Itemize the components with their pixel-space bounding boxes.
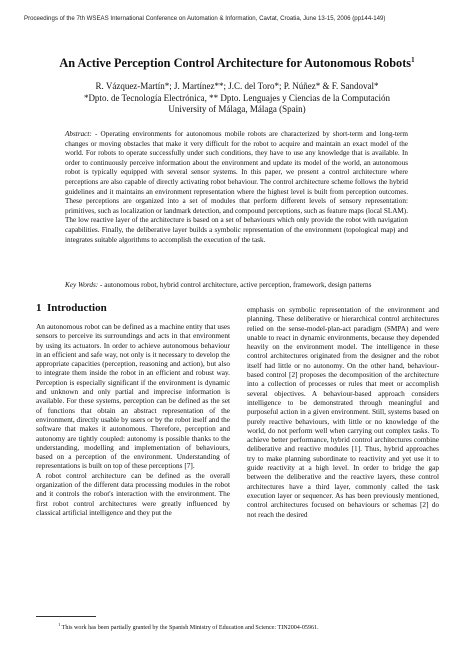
abstract-text: - Operating environments for autonomous mobile robots are characterized by short-term and long-term changes or moving obstacles that make it very difficult for the robot to acquire and maintain an exact model of the world. For robots to operate successfully under such conditions, they have to use any knowledge that is available. In order to continuously perceive information about the environment and update its model of the world, an autonomous robot is typically equipped with several sensor systems. In this paper, we present a control architecture where perceptions are also capable of directly activating robot behaviour. The control architecture scheme follows the hybrid guidelines and it maintains an environment representation where the highest level is built from perception outcomes. These perceptions are organized into a set of modules that perform different levels of sensory representation: primitives, such as localization or landmark detection, and compound perceptions, such as feature maps (local SLAM). The low reactive layer of the architecture is based on a set of behaviours which only provide the robot with navigation capabilities. Finally, the deliberative layer builds a symbolic representation of the environment (topological map) and integrates suitable algorithms to accomplish the execution of the task. <box>65 130 408 244</box>
keywords-text: - autonomous robot, hybrid control architecture, active perception, framework, design patterns <box>98 281 372 289</box>
abstract <box>65 130 408 245</box>
author-institution: University of Málaga, Málaga (Spain) <box>168 104 306 114</box>
footnote <box>58 621 398 632</box>
title-footnote-mark: 1 <box>411 56 415 64</box>
section-number: 1 <box>36 302 42 314</box>
section-title-text: Introduction <box>47 302 107 314</box>
body-paragraph: A robot control architecture can be defined as the overall organization of the different data processing modules in the robot and it controls the robot's interaction with the environment. The first robot control architectures were greatly influenced by classical artificial intelligence and they put the <box>36 470 230 517</box>
author-names: R. Vázquez-Martín*; J. Martínez**; J.C. del Toro*; P. Núñez* & F. Sandoval* <box>95 81 379 91</box>
section-heading <box>36 302 107 314</box>
footnote-mark: 1 <box>58 622 61 627</box>
footnote-divider <box>36 616 96 617</box>
left-column <box>36 322 230 517</box>
footnote-text: This work has been partially granted by the Spanish Ministry of Education and Science: TIN2004-05961. <box>60 625 319 632</box>
right-column <box>247 305 439 519</box>
keywords <box>65 281 408 291</box>
keywords-label: Key Words: <box>65 281 99 289</box>
body-paragraph: An autonomous robot can be defined as a machine entity that uses sensors to perceive its surroundings and acts in that environment by using its actuators. In order to achieve autonomous behaviour in an efficient and safe way, not only is it necessary to develop the appropriate capacities (perception, reasoning and action), but also to integrate them inside the robot in an efficient and robust way. Perception is especially significant if the environment is dynamic and unknown and only partial and imprecise information is available. For these systems, perception can be defined as the set of functions that obtain an abstract representation of the environment, directly usable by users or by the robot itself and the software that makes it autonomous. Therefore, perception and autonomy are tightly coupled: autonomy is possible thanks to the understanding, modelling and implementation of behaviours, based on a perception of the environment. Understanding of representations is built on top of these perceptions [7]. <box>36 322 230 471</box>
proceedings-header: Proceedings of the 7th WSEAS International Conference on Automation & Information, Cavtat, Croatia, June 13-15, 2006 (pp144-149) <box>24 15 386 22</box>
author-affiliation: *Dpto. de Tecnología Electrónica, ** Dpto. Lenguajes y Ciencias de la Computación <box>83 92 391 103</box>
abstract-label: Abstract: <box>65 130 92 138</box>
body-paragraph: emphasis on symbolic representation of the environment and planning. These deliberative or hierarchical control architectures relied on the sense-model-plan-act paradigm (SMPA) and were unable to react in dynamic environments, because they depended heavily on the environment model. The intelligence in these control architectures originated from the designer and the robot itself had little or no autonomy. On the other hand, behaviour-based control [2] proposes the decomposition of the architecture into a collection of processes or rules that meet or accomplish several objectives. A behaviour-based approach considers intelligence to be demonstrated through meaningful and purposeful action in a given environment. Still, systems based on purely reactive behaviours, with little or no knowledge of the world, do not perform well when carrying out complex tasks. To achieve better performance, hybrid control architectures combine deliberative and reactive modules [1]. Thus, hybrid approaches try to make planning subordinate to reactivity and yet use it to guide reactivity at a high level. In order to bridge the gap between the deliberative and the reactive layers, these control architectures have a third layer, commonly called the task execution layer or sequencer. As has been previously mentioned, control architectures focused on behaviours or schemas [2] do not reach the desired <box>247 305 439 519</box>
paper-title-text: An Active Perception Control Architecture for Autonomous Robots <box>59 56 412 71</box>
author-block <box>0 81 474 116</box>
paper-title <box>0 56 474 71</box>
